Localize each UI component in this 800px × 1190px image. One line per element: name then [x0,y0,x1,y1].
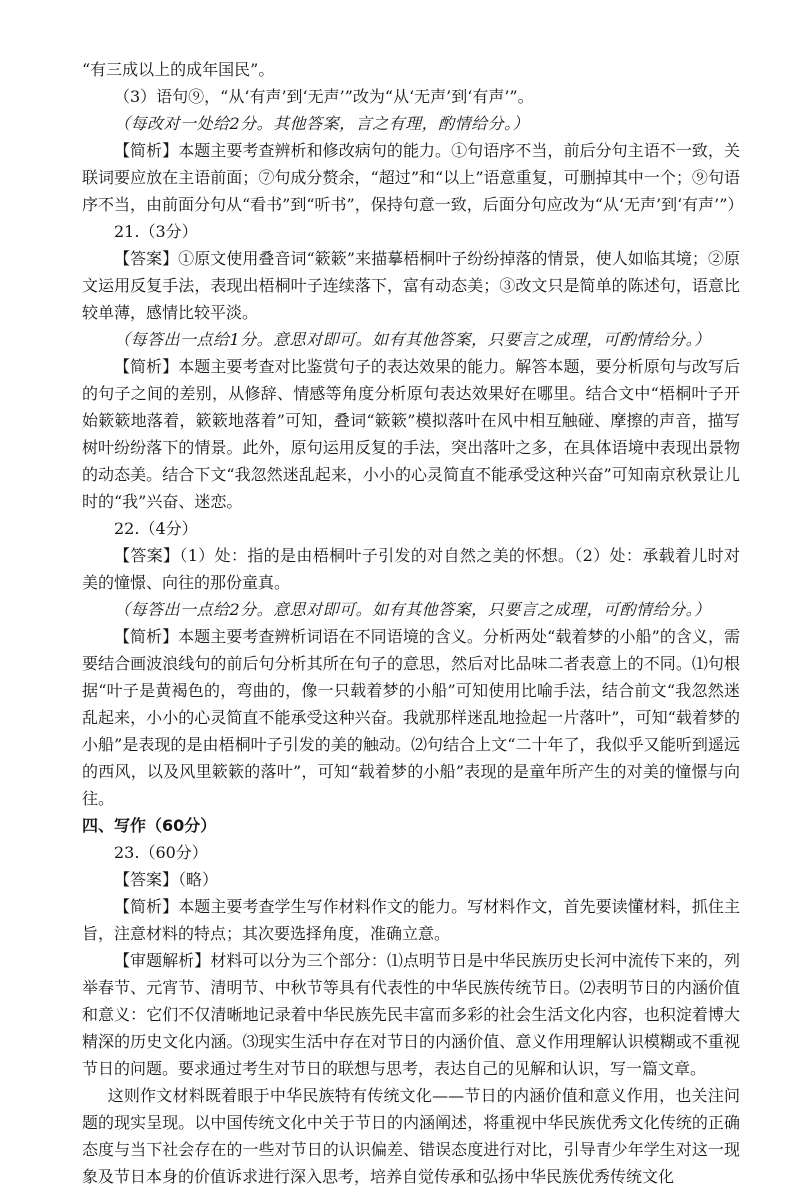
question-number-21: 21.（3分） [114,222,198,241]
analysis-paragraph: 【简析】本题主要考查学生写作材料作文的能力。写材料作文，首先要读懂材料，抓住主旨，注意材料的特点；其次要选择角度，准确立意。 [82,897,740,943]
body-paragraph: 这则作文材料既着眼于中华民族特有传统文化——节日的内涵价值和意义作用，也关注问题的现实呈现。以中国传统文化中关于节日的内涵阐述，将重视中华民族优秀文化传统的正确态度与当下社会存在的一些对节日的认识偏差、错误态度进行对比，引导青少年学生对这一现象及节日本身的价值诉求进行深入思考，培养自觉传承和弘扬中华民族优秀传统文化 [82,1086,740,1186]
scoring-note: （每答出一点给1分。意思对即可。如有其他答案，只要言之成理，可酌情给分。） [114,330,711,349]
scoring-note: （每改对一处给2分。其他答案，言之有理，酌情给分。） [114,114,530,133]
analysis-paragraph: 【简析】本题主要考查辨析和修改病句的能力。①句语序不当，前后分句主语不一致，关联词要应放在主语前面；⑦句成分赘余，“超过”和“以上”语意重复，可删掉其中一个；⑨句语序不当，由前面分句从“看书”到“听书”，保持句意一致，后面分句应改为“从‘无声’到‘有声’”） [82,141,744,214]
scoring-note: （每答出一点给2分。意思对即可。如有其他答案，只要言之成理，可酌情给分。） [114,600,711,619]
answer-paragraph: 【答案】（略） [114,870,219,889]
answer-paragraph: 【答案】①原文使用叠音词“簌簌”来描摹梧桐叶子纷纷掉落的情景，使人如临其境；②原文运用反复手法，表现出梧桐叶子连续落下，富有动态美；③改文只是简单的陈述句，语意比较单薄，感情比较平淡。 [82,249,740,322]
analysis-paragraph: 【简析】本题主要考查辨析词语在不同语境的含义。分析两处“载着梦的小船”的含义，需要结合画波浪线句的前后句分析其所在句子的意思，然后对比品味二者表意上的不同。⑴句根据“叶子是黄褐色的，弯曲的，像一只载着梦的小船”可知使用比喻手法，结合前文“我忽然迷乱起来，小小的心灵简直不能承受这种兴奋。我就那样迷乱地捡起一片落叶”，可知“载着梦的小船”是表现的是由梧桐叶子引发的美的触动。⑵句结合上文“二十年了，我似乎又能听到遥远的西风，以及风里簌簌的落叶”，可知“载着梦的小船”表现的是童年所产生的对美的憧憬与向往。 [82,627,740,808]
analysis-paragraph: 【简析】本题主要考查对比鉴赏句子的表达效果的能力。解答本题，要分析原句与改写后的句子之间的差别，从修辞、情感等角度分析原句表达效果好在哪里。结合文中“梧桐叶子开始簌簌地落着，簌簌地落着”可知，叠词“簌簌”模拟落叶在风中相互触碰、摩擦的声音，描写树叶纷纷落下的情景。此外，原句运用反复的手法，突出落叶之多，在具体语境中表现出景物的动态美。结合下文“我忽然迷乱起来，小小的心灵简直不能承受这种兴奋”可知南京秋景让儿时的“我”兴奋、迷恋。 [82,357,740,511]
question-number-22: 22.（4分） [114,519,198,538]
answer-item-3: （3）语句⑨，“从‘有声’到‘无声’”改为“从‘无声’到‘有声’”。 [114,87,534,106]
answer-paragraph: 【答案】（1）处：指的是由梧桐叶子引发的对自然之美的怀想。（2）处：承载着儿时对美的憧憬、向往的那份童真。 [82,546,740,592]
topic-analysis-paragraph: 【审题解析】材料可以分为三个部分：⑴点明节日是中华民族历史长河中流传下来的，列举春节、元宵节、清明节、中秋节等具有代表性的中华民族传统节日。⑵表明节日的内涵价值和意义：它们不仅清晰地记录着中华民族先民丰富而多彩的社会生活文化内容，也积淀着博大精深的历史文化内涵。⑶现实生活中存在对节日的内涵价值、意义作用理解认识模糊或不重视节日的问题。要求通过考生对节日的联想与思考，表达自己的见解和认识，写一篇文章。 [82,951,740,1078]
question-number-23: 23.（60分） [114,843,208,862]
answer-fragment: “有三成以上的成年国民”。 [82,60,275,79]
section-heading-writing: 四、写作（60分） [82,816,217,835]
